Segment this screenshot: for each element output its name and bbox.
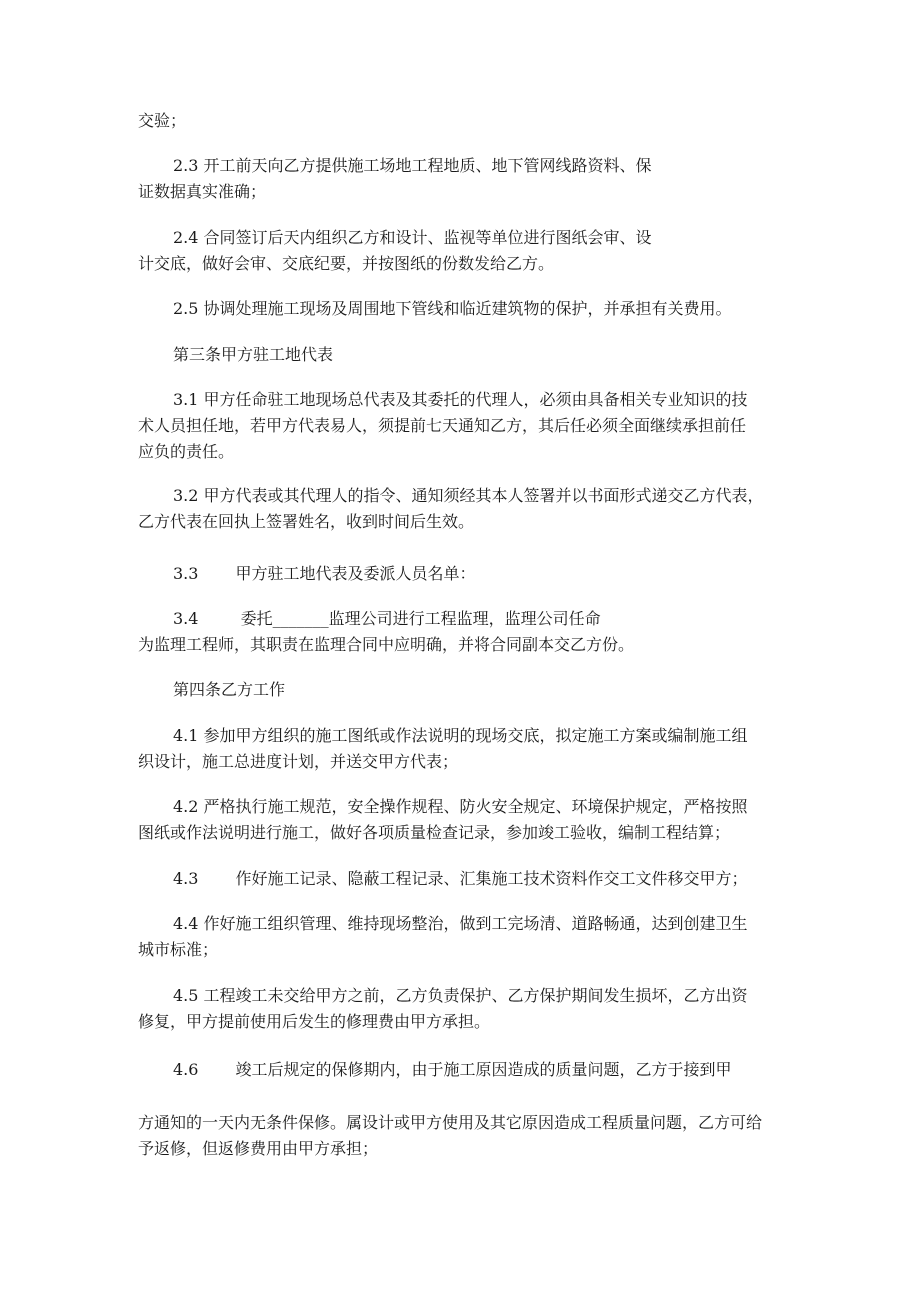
text-line: 2.3 开工前天向乙方提供施工场地工程地质、地下管网线路资料、保 (173, 156, 652, 175)
paragraph-3-2 (138, 483, 798, 535)
paragraph-3-4 (138, 606, 798, 658)
text-line: 3.3 甲方驻工地代表及委派人员名单： (173, 564, 476, 583)
text-line: 图纸或作法说明进行施工，做好各项质量检查记录，参加竣工验收，编制工程结算； (138, 823, 731, 842)
text-line: 织设计，施工总进度计划，并送交甲方代表； (138, 752, 459, 771)
text-line: 2.4 合同签订后天内组织乙方和设计、监视等单位进行图纸会审、设 (173, 228, 652, 247)
text-line: 4.4 作好施工组织管理、维持现场整治，做到工完场清、道路畅通，达到创建卫生 (173, 914, 748, 933)
text-line: 3.1 甲方任命驻工地现场总代表及其委托的代理人，必须由具备相关专业知识的技 (173, 390, 748, 409)
paragraph-4-4 (138, 911, 798, 963)
text-line: 应负的责任。 (138, 442, 235, 461)
paragraph-jiaoyan (138, 108, 798, 134)
text-line: 2.5 协调处理施工现场及周围地下管线和临近建筑物的保护，并承担有关费用。 (173, 299, 732, 318)
text-line: 3.4 委托_______监理公司进行工程监理，监理公司任命 (173, 609, 601, 628)
paragraph-4-1 (138, 723, 798, 775)
paragraph-4-5 (138, 983, 798, 1035)
text-line: 交验； (138, 111, 187, 130)
text-line: 计交底，做好会审、交底纪要，并按图纸的份数发给乙方。 (138, 254, 555, 273)
text-line: 城市标准； (138, 940, 219, 959)
text-line: 4.1 参加甲方组织的施工图纸或作法说明的现场交底，拟定施工方案或编制施工组 (173, 726, 748, 745)
text-line: 术人员担任地，若甲方代表易人，须提前七天通知乙方，其后任必须全面继续承担前任 (138, 416, 747, 435)
text-line: 4.5 工程竣工未交给甲方之前，乙方负责保护、乙方保护期间发生损坏，乙方出资 (173, 986, 748, 1005)
section-heading-article-3 (173, 342, 833, 368)
paragraph-4-6-continued (138, 1110, 798, 1162)
text-line: 予返修，但返修费用由甲方承担； (138, 1139, 379, 1158)
paragraph-3-1 (138, 387, 798, 465)
text-line: 证数据真实准确； (138, 182, 267, 201)
paragraph-4-3 (138, 866, 798, 892)
paragraph-2-5 (138, 296, 798, 322)
paragraph-2-3 (138, 153, 798, 205)
text-line: 4.6 竣工后规定的保修期内，由于施工原因造成的质量问题，乙方于接到甲 (173, 1060, 732, 1079)
text-line: 4.3 作好施工记录、隐蔽工程记录、汇集施工技术资料作交工文件移交甲方； (173, 869, 748, 888)
paragraph-2-4 (138, 225, 798, 277)
text-line: 4.2 严格执行施工规范，安全操作规程、防火安全规定、环境保护规定，严格按照 (173, 797, 748, 816)
text-line: 3.2 甲方代表或其代理人的指令、通知须经其本人签署并以书面形式递交乙方代表， (173, 486, 764, 505)
section-heading-article-4 (173, 677, 833, 703)
paragraph-4-2 (138, 794, 798, 846)
paragraph-3-3 (138, 561, 798, 587)
text-line: 方通知的一天内无条件保修。属设计或甲方使用及其它原因造成工程质量问题，乙方可给 (138, 1113, 763, 1132)
text-line: 修复，甲方提前使用后发生的修理费由甲方承担。 (138, 1012, 491, 1031)
paragraph-4-6 (138, 1057, 798, 1083)
heading-text: 第四条乙方工作 (173, 680, 286, 699)
heading-text: 第三条甲方驻工地代表 (173, 345, 334, 364)
text-line: 为监理工程师，其职责在监理合同中应明确，并将合同副本交乙方份。 (138, 635, 635, 654)
text-line: 乙方代表在回执上签署姓名，收到时间后生效。 (138, 512, 475, 531)
